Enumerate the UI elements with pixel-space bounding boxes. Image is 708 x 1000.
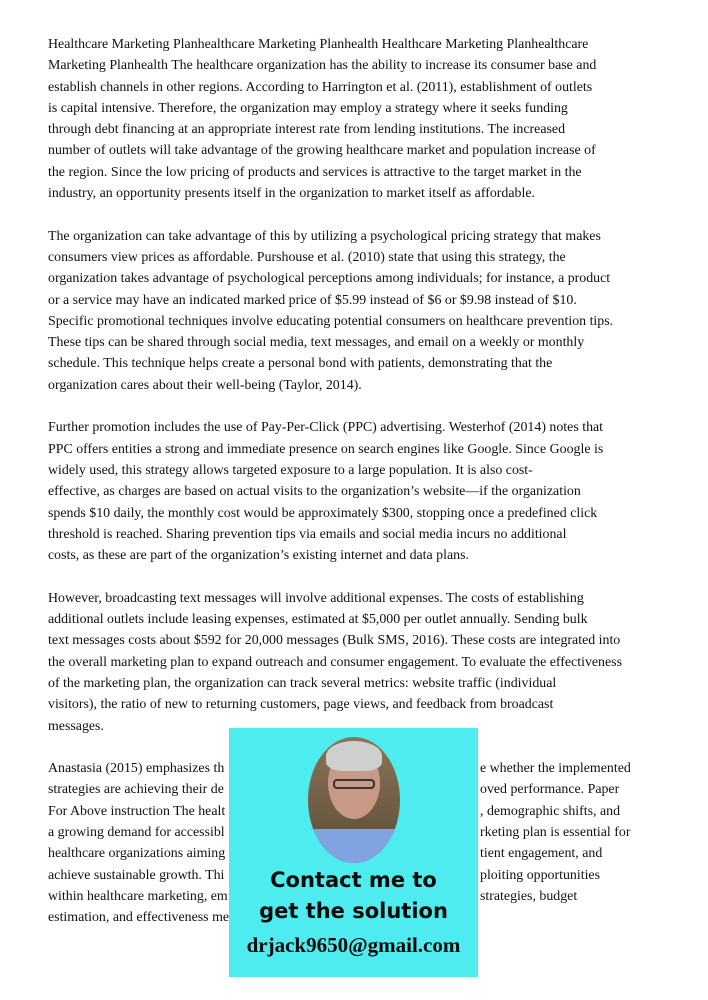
text-fragment-left: a growing demand for accessibl xyxy=(48,824,225,840)
promo-line-1: Contact me to xyxy=(270,868,437,892)
text-line: Specific promotional techniques involve educating potential consumers on healthcare prevention tips. xyxy=(48,313,614,329)
text-line: threshold is reached. Sharing prevention tips via emails and social media incurs no additional xyxy=(48,526,567,542)
text-line: establish channels in other regions. According to Harrington et al. (2011), establishment of outlets xyxy=(48,79,593,95)
promo-email[interactable]: drjack9650@gmail.com xyxy=(246,933,461,957)
text-fragment-left: strategies are achieving their de xyxy=(48,782,224,798)
text-line: The organization can take advantage of this by utilizing a psychological pricing strategy that makes xyxy=(48,228,601,244)
text-line: However, broadcasting text messages will involve additional expenses. The costs of establishing xyxy=(48,590,584,606)
text-line: number of outlets will take advantage of the growing healthcare market and population increase of xyxy=(48,143,596,159)
text-line: These tips can be shared through social media, text messages, and email on a weekly or monthly xyxy=(48,335,585,351)
text-line: spends $10 daily, the monthly cost would be approximately $300, stopping once a predefined click xyxy=(48,505,598,521)
text-line: Healthcare Marketing Planhealthcare Marketing Planhealth Healthcare Marketing Planhealthcare xyxy=(48,37,589,52)
text-fragment-right: , demographic shifts, and xyxy=(480,803,621,819)
text-fragment-left: within healthcare marketing, em xyxy=(48,888,228,904)
text-line: organization cares about their well-being (Taylor, 2014). xyxy=(48,377,362,393)
text-line: or a service may have an indicated marked price of $5.99 instead of $6 or $9.98 instead of $10. xyxy=(48,292,577,308)
text-fragment-right: strategies, budget xyxy=(480,888,578,904)
text-fragment-right: ploiting opportunities xyxy=(480,867,600,883)
text-fragment-right: oved performance. Paper xyxy=(480,782,620,798)
text-line: industry, an opportunity presents itself in the organization to market itself as affordable. xyxy=(48,186,535,202)
author-photo xyxy=(308,737,400,863)
text-line: effective, as charges are based on actual visits to the organization’s website—if the organization xyxy=(48,484,581,500)
text-line: PPC offers entities a strong and immediate presence on search engines like Google. Since Google is xyxy=(48,441,604,457)
text-line: is capital intensive. Therefore, the organization may employ a strategy where it seeks funding xyxy=(48,100,568,116)
text-fragment-right: tient engagement, and xyxy=(480,846,603,862)
text-fragment-left: Anastasia (2015) emphasizes th xyxy=(48,761,225,777)
text-line: of the marketing plan, the organization can track several metrics: website traffic (individual xyxy=(48,675,557,691)
paragraph xyxy=(48,417,648,566)
text-line: visitors), the ratio of new to returning customers, page views, and feedback from broadcast xyxy=(48,697,554,713)
text-fragment-left: estimation, and effectiveness me xyxy=(48,910,230,926)
paragraph xyxy=(48,588,648,737)
paragraph xyxy=(48,34,648,204)
text-line: text messages costs about $592 for 20,000 messages (Bulk SMS, 2016). These costs are integrated into xyxy=(48,633,621,649)
text-line: consumers view prices as affordable. Purshouse et al. (2010) state that using this strategy, the xyxy=(48,249,566,265)
paragraph xyxy=(48,226,648,396)
text-line: costs, as these are part of the organization’s existing internet and data plans. xyxy=(48,548,469,564)
text-line: the region. Since the low pricing of products and services is attractive to the target market in the xyxy=(48,164,582,180)
text-line: widely used, this strategy allows targeted exposure to a large population. It is also cost- xyxy=(48,462,533,478)
text-fragment-left: achieve sustainable growth. Thi xyxy=(48,867,225,883)
text-fragment-right: e whether the implemented xyxy=(480,761,631,777)
text-fragment-left: healthcare organizations aiming xyxy=(48,846,226,862)
text-line: organization takes advantage of psychological perceptions among individuals; for instance, a product xyxy=(48,271,611,287)
text-line: additional outlets include leasing expenses, estimated at $5,000 per outlet annually. Sending bulk xyxy=(48,612,588,628)
text-line: schedule. This technique helps create a personal bond with patients, demonstrating that the xyxy=(48,356,553,372)
text-line: through debt financing at an appropriate interest rate from lending institutions. The increased xyxy=(48,122,566,138)
text-fragment-left: For Above instruction The healt xyxy=(48,803,226,819)
text-line: messages. xyxy=(48,718,104,734)
text-line: Further promotion includes the use of Pay-Per-Click (PPC) advertising. Westerhof (2014) notes that xyxy=(48,420,604,436)
text-line: Marketing Planhealth The healthcare organization has the ability to increase its consumer base and xyxy=(48,58,597,74)
promo-line-2: get the solution xyxy=(259,899,448,923)
text-line: the overall marketing plan to expand outreach and consumer engagement. To evaluate the effectiveness xyxy=(48,654,622,670)
text-fragment-right: rketing plan is essential for xyxy=(480,824,631,840)
contact-promo-banner[interactable] xyxy=(229,728,478,977)
